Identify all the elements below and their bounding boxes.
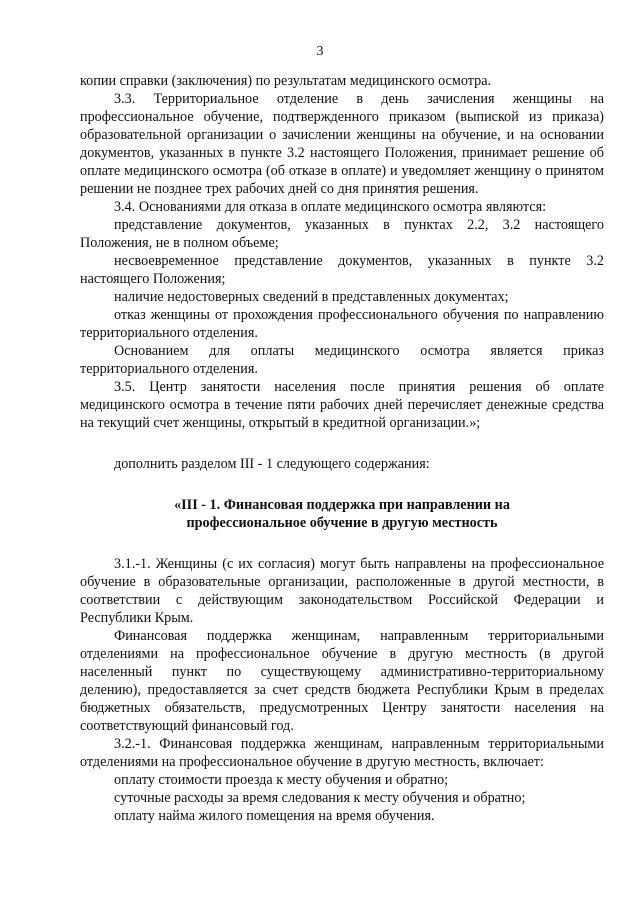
paragraph: оплату стоимости проезда к месту обучения и обратно; [114,772,449,788]
page-number: 3 [316,44,324,59]
paragraph: наличие недостоверных сведений в представленных документах; [114,289,509,305]
paragraph: 3.1.-1. Женщины (с их согласия) могут быть направлены на профессиональное обучение в образовательные организации, расположенные в другой местности, в соответствии с действующим законодательством Российской Федерации и Республики Крым. [80,556,604,626]
paragraph: дополнить разделом III - 1 следующего содержания: [114,456,430,472]
paragraph: суточные расходы за время следования к месту обучения и обратно; [114,790,526,806]
paragraph: копии справки (заключения) по результатам медицинского осмотра. [80,73,492,89]
section-heading-line-2: профессиональное обучение в другую местность [186,515,498,531]
paragraph: Основанием для оплаты медицинского осмотра является приказ территориального отделения. [80,343,604,377]
paragraph: представление документов, указанных в пунктах 2.2, 3.2 настоящего Положения, не в полном объеме; [80,217,604,251]
paragraph: оплату найма жилого помещения на время обучения. [114,808,435,824]
section-heading-line-1: «III - 1. Финансовая поддержка при направлении на [174,497,510,513]
paragraph: Финансовая поддержка женщинам, направленным территориальными отделениями на профессиональное обучение в другую местность (в другой населенный пункт по существующему административно-территориальному делению), предоставляется за счет средств бюджета Республики Крым в пределах бюджетных обязательств, предусмотренных Центру занятости населения на соответствующий финансовый год. [80,628,604,734]
paragraph: несвоевременное представление документов, указанных в пункте 3.2 настоящего Положения; [80,253,604,287]
paragraph: 3.4. Основаниями для отказа в оплате медицинского осмотра являются: [114,199,547,215]
paragraph: 3.3. Территориальное отделение в день зачисления женщины на профессиональное обучение, подтвержденного приказом (выпиской из приказа) образовательной организации о зачислении женщины на обучение, и на основании документов, указанных в пункте 3.2 настоящего Положения, принимает решение об оплате медицинского осмотра (об отказе в оплате) и уведомляет женщину о принятом решении не позднее трех рабочих дней со дня принятия решения. [80,91,604,197]
paragraph: 3.5. Центр занятости населения после принятия решения об оплате медицинского осмотра в течение пяти рабочих дней перечисляет денежные средства на текущий счет женщины, открытый в кредитной организации.»; [80,379,604,431]
document-body [80,72,604,825]
paragraph: отказ женщины от прохождения профессионального обучения по направлению территориального отделения. [80,307,604,341]
paragraph: 3.2.-1. Финансовая поддержка женщинам, направленным территориальными отделениями на профессиональное обучение в другую местность, включает: [80,736,604,770]
